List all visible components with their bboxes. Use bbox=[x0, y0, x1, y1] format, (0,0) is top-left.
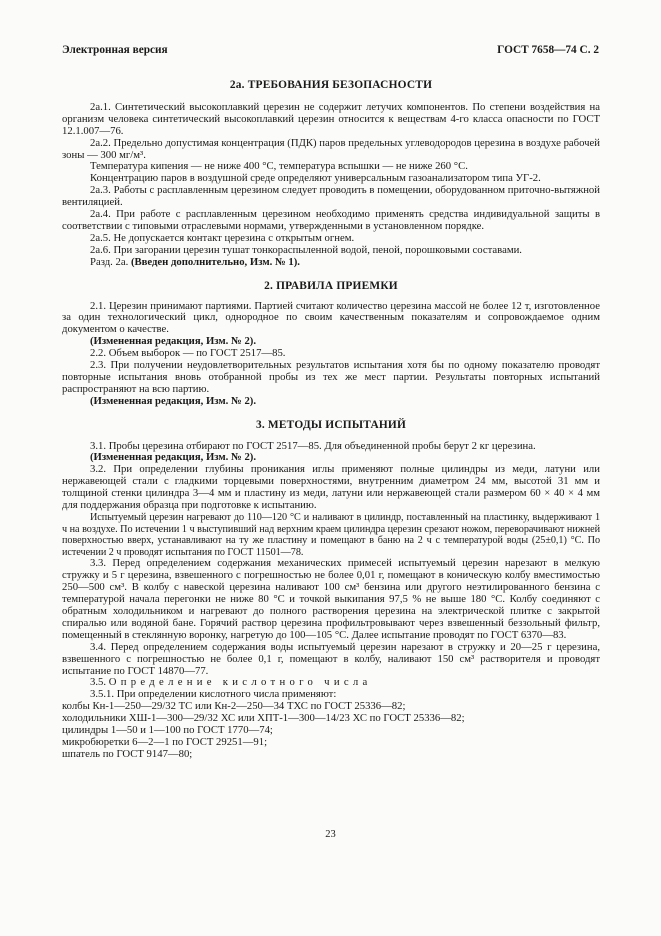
list-item: колбы Кн-1—250—29/32 ТС или Кн-2—250—34 ТХС по ГОСТ 25336—82; bbox=[62, 700, 406, 713]
paragraph: 3.3. Перед определением содержания механических примесей испытуемый церезин нарезают в мелкую стружку и 5 г церезина, взвешенного с погрешностью не более 0,01 г, помещают в коническую колбу вместимостью 250—500 см³. В колбу с навеской церезина наливают 100 см³ бензина или другого неэтилированного бензина с температурой начала перегонки не ниже 80 °С и точкой выкипания 97,5 % не выше 180 °С. Колбу соединяют с обратным холодильником и нагревают до полного растворения церезина на электрической плитке с закрытой спиралью или водяной бане. Горячий раствор церезина профильтровывают через взвешенный беззольный фильтр, помещенный в стеклянную воронку, нагретую до 100—105 °С. Далее испытание проводят по ГОСТ 6370—83. bbox=[62, 557, 600, 641]
document-body bbox=[62, 68, 600, 761]
paragraph: 2а.4. При работе с расплавленным церезином необходимо применять средства индивидуальной защиты в соответствии с типовыми отраслевыми нормами, утвержденными в установленном порядке. bbox=[62, 208, 600, 232]
paragraph: 2а.2. Предельно допустимая концентрация (ПДК) паров предельных углеводородов церезина в воздухе рабочей зоны — 300 мг/м³. bbox=[62, 136, 600, 161]
amendment-note bbox=[62, 257, 600, 269]
amendment-note: (Измененная редакция, Изм. № 2). bbox=[90, 451, 257, 464]
paragraph: 3.1. Пробы церезина отбирают по ГОСТ 2517—85. Для объединенной пробы берут 2 кг церезина. bbox=[90, 439, 536, 452]
list-item: микробюретки 6—2—1 по ГОСТ 29251—91; bbox=[62, 735, 268, 748]
paragraph: 2а.5. Не допускается контакт церезина с открытым огнем. bbox=[90, 231, 355, 244]
subsection-title: Определение кислотного числа bbox=[108, 676, 372, 689]
paragraph: 3.5.1. При определении кислотного числа применяют: bbox=[90, 688, 337, 701]
paragraph: Температура кипения — не ниже 400 °С, температура вспышки — не ниже 260 °С. bbox=[90, 160, 468, 173]
amendment-bold: (Введен дополнительно, Изм. № 1). bbox=[130, 255, 300, 268]
section-3-title: 3. МЕТОДЫ ИСПЫТАНИЙ bbox=[255, 418, 407, 431]
paragraph: 2.3. При получении неудовлетворительных результатов испытания хотя бы по одному показателю проводят повторные испытания вновь отобранной пробы из тех же мест партии. Результаты повторных испытаний распространяют на всю партию. bbox=[62, 359, 600, 395]
paragraph: Испытуемый церезин нагревают до 110—120 °С и наливают в цилиндр, поставленный на пластинку, выдерживают 1 ч на воздухе. По истечении 1 ч выступивший над верхним краем цилиндра церезин срезают ножом, переворачивают нижней поверхностью вверх, устанавливают на ту же пластину и помещают в баню на 2 ч с температурой воды (25±0,1) °С. По истечении 2 ч проводят испытания по ГОСТ 11501—78. bbox=[62, 512, 600, 558]
amendment-prefix: Разд. 2а. bbox=[90, 255, 131, 268]
section-2-title: 2. ПРАВИЛА ПРИЕМКИ bbox=[264, 279, 398, 292]
amendment-note: (Измененная редакция, Изм. № 2). bbox=[90, 335, 257, 348]
paragraph: 2а.6. При загорании церезин тушат тонкораспыленной водой, пеной, порошковыми составами. bbox=[90, 243, 522, 256]
list-item: шпатель по ГОСТ 9147—80; bbox=[62, 747, 193, 760]
list-item: холодильники ХШ-1—300—29/32 ХС или ХПТ-1—300—14/23 ХС по ГОСТ 25336—82; bbox=[62, 712, 465, 725]
page-number: 23 bbox=[325, 829, 336, 840]
subsection-number: 3.5. bbox=[90, 676, 109, 689]
paragraph: 3.4. Перед определением содержания воды испытуемый церезин нарезают в стружку и 20—25 г церезина, взвешенного с погрешностью не более 0,1 г, помещают в колбу, наливают 150 см³ растворителя и проводят испытание по ГОСТ 14870—77. bbox=[62, 640, 600, 677]
list-item: цилиндры 1—50 и 1—100 по ГОСТ 1770—74; bbox=[62, 724, 273, 737]
paragraph: 2.2. Объем выборок — по ГОСТ 2517—85. bbox=[90, 347, 286, 360]
paragraph: 2.1. Церезин принимают партиями. Партией считают количество церезина массой не более 12 т, изготовленное за один технологический цикл, однородное по своим качественным показателям и сопровождаемое одним документом о качестве. bbox=[62, 299, 600, 336]
paragraph: Концентрацию паров в воздушной среде определяют универсальным газоанализатором типа УГ-2. bbox=[90, 172, 541, 185]
section-2a-title: 2а. ТРЕБОВАНИЯ БЕЗОПАСНОСТИ bbox=[229, 79, 433, 91]
paragraph: 2а.3. Работы с расплавленным церезином следует проводить в помещении, оборудованном приточно-вытяжной вентиляцией. bbox=[62, 184, 600, 209]
paragraph: 2а.1. Синтетический высокоплавкий церезин не содержит летучих компонентов. По степени воздействия на организм человека синтетический высокоплавкий церезин относится к веществам 4-го класса опасности по ГОСТ 12.1.007—76. bbox=[62, 100, 600, 137]
header-edition-label: Электронная версия bbox=[62, 44, 168, 56]
amendment-note: (Измененная редакция, Изм. № 2). bbox=[90, 394, 257, 407]
header-standard-page: ГОСТ 7658—74 С. 2 bbox=[497, 44, 599, 56]
paragraph: 3.2. При определении глубины проникания иглы применяют полные цилиндры из меди, латуни или нержавеющей стали с гладкими торцевыми поверхностями, внутренним диаметром 24 мм, высотой 31 мм и толщиной стенки цилиндра 3—4 мм и пластину из меди, латуни или нержавеющей стали размером 60 × 40 × 4 мм для поддержания образца при подготовке к испытанию. bbox=[62, 463, 600, 512]
